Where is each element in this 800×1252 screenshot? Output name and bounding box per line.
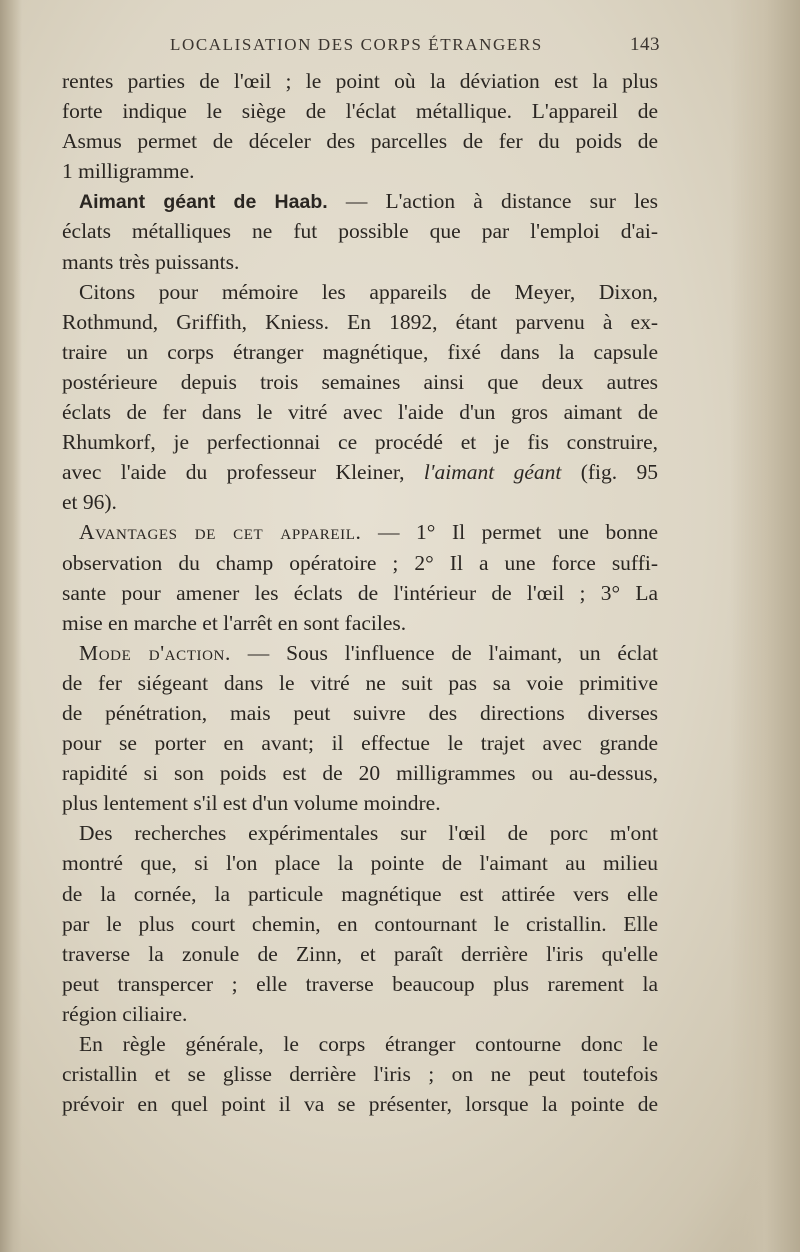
text-span: (fig. 95 bbox=[561, 460, 658, 485]
text-span: — Sous l'influence de l'aimant, un éclat bbox=[230, 640, 658, 665]
text-line: pour se porter en avant; il effectue le trajet avec grande bbox=[62, 731, 658, 756]
text-span: — 1° Il permet une bonne bbox=[361, 520, 658, 545]
text-line: traire un corps étranger magnétique, fixé dans la capsule bbox=[62, 339, 658, 364]
page-gutter-shadow bbox=[0, 0, 22, 1252]
section-heading: Aimant géant de Haab. bbox=[79, 191, 328, 214]
text-line: par le plus court chemin, en contournant le cristallin. Elle bbox=[62, 911, 658, 936]
running-header bbox=[170, 34, 660, 56]
text-line: Rothmund, Griffith, Kniess. En 1892, étant parvenu à ex- bbox=[62, 309, 658, 334]
text-line: rapidité si son poids est de 20 milligrammes ou au-dessus, bbox=[62, 761, 658, 786]
text-line: plus lentement s'il est d'un volume moindre. bbox=[62, 791, 441, 816]
text-span: avec l'aide du professeur Kleiner, bbox=[62, 460, 424, 485]
text-line: sante pour amener les éclats de l'intérieur de l'œil ; 3° La bbox=[62, 580, 658, 605]
text-line: de fer siégeant dans le vitré ne suit pas sa voie primitive bbox=[62, 670, 658, 695]
text-line: montré que, si l'on place la pointe de l'aimant au milieu bbox=[62, 851, 658, 876]
text-line: éclats métalliques ne fut possible que par l'emploi d'ai- bbox=[62, 219, 658, 244]
text-line: éclats de fer dans le vitré avec l'aide d'un gros aimant de bbox=[62, 400, 658, 425]
text-line: Rhumkorf, je perfectionnai ce procédé et je fis construire, bbox=[62, 430, 658, 455]
text-line: cristallin et se glisse derrière l'iris ; on ne peut toutefois bbox=[62, 1062, 658, 1087]
text-line: région ciliaire. bbox=[62, 1001, 188, 1026]
text-line: 1 milligramme. bbox=[62, 159, 195, 184]
text-line: traverse la zonule de Zinn, et paraît derrière l'iris qu'elle bbox=[62, 941, 658, 966]
emphasis-text: l'aimant géant bbox=[423, 460, 562, 485]
text-line: Des recherches expérimentales sur l'œil de porc m'ont bbox=[79, 821, 658, 846]
text-line: observation du champ opératoire ; 2° Il a une force suffi- bbox=[62, 550, 658, 575]
text-line: En règle générale, le corps étranger contourne donc le bbox=[79, 1032, 658, 1056]
text-line: Asmus permet de déceler des parcelles de fer du poids de bbox=[62, 129, 658, 154]
text-line: et 96). bbox=[62, 490, 117, 515]
page-number: 143 bbox=[630, 34, 660, 55]
text-line: de la cornée, la particule magnétique est attirée vers elle bbox=[62, 881, 658, 906]
text-span: — L'action à distance sur les bbox=[327, 189, 658, 214]
text-line: rentes parties de l'œil ; le point où la déviation est la plus bbox=[62, 69, 658, 93]
section-heading: Mode d'action. bbox=[79, 640, 231, 665]
text-line: prévoir en quel point il va se présenter, lorsque la pointe de bbox=[62, 1092, 658, 1117]
section-heading: Avantages de cet appareil. bbox=[79, 520, 362, 545]
text-line bbox=[62, 517, 658, 547]
text-line bbox=[62, 457, 658, 487]
text-line: mants très puissants. bbox=[62, 249, 240, 274]
text-line: postérieure depuis trois semaines ainsi que deux autres bbox=[62, 369, 658, 394]
body-text bbox=[62, 66, 658, 1119]
text-line: de pénétration, mais peut suivre des directions diverses bbox=[62, 700, 658, 725]
text-line bbox=[62, 638, 658, 668]
running-title: LOCALISATION DES CORPS ÉTRANGERS bbox=[170, 35, 543, 54]
text-line: Citons pour mémoire les appareils de Meyer, Dixon, bbox=[79, 279, 658, 304]
text-line: peut transpercer ; elle traverse beaucoup plus rarement la bbox=[62, 971, 658, 996]
text-line: forte indique le siège de l'éclat métallique. L'appareil de bbox=[62, 99, 658, 124]
text-line: mise en marche et l'arrêt en sont faciles. bbox=[62, 610, 407, 635]
page-edge-shadow bbox=[730, 0, 800, 1252]
text-line bbox=[62, 186, 658, 216]
